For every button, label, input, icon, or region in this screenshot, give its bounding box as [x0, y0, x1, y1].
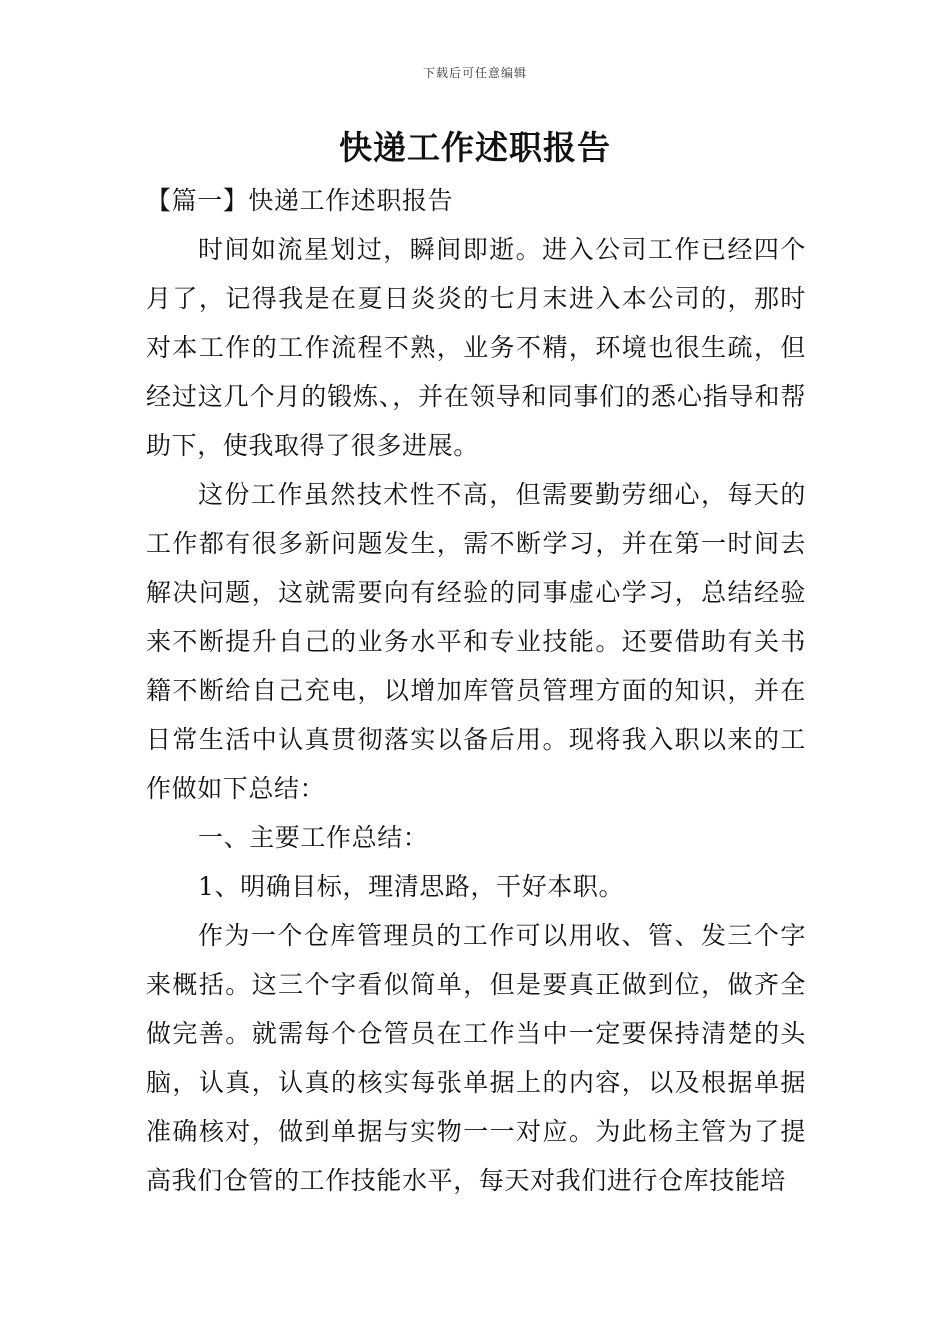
section-heading: 【篇一】快递工作述职报告: [146, 186, 454, 215]
document-body: [146, 176, 806, 1205]
paragraph: 时间如流星划过，瞬间即逝。进入公司工作已经四个月了，记得我是在夏日炎炎的七月末进入本公司的，那时对本工作的工作流程不熟，业务不精，环境也很生疏，但经过这几个月的锻炼、，并在领导和同事们的悉心指导和帮助下，使我取得了很多进展。: [146, 235, 806, 460]
subsection-heading: 一、主要工作总结：: [198, 823, 429, 852]
paragraph: 这份工作虽然技术性不高，但需要勤劳细心，每天的工作都有很多新问题发生，需不断学习，并在第一时间去解决问题，这就需要向有经验的同事虚心学习，总结经验来不断提升自己的业务水平和专业技能。还要借助有关书籍不断给自己充电，以增加库管员管理方面的知识，并在日常生活中认真贯彻落实以备后用。现将我入职以来的工作做如下总结：: [146, 480, 806, 803]
paragraph: 作为一个仓库管理员的工作可以用收、管、发三个字来概括。这三个字看似简单，但是要真正做到位，做齐全做完善。就需每个仓管员在工作当中一定要保持清楚的头脑，认真，认真的核实每张单据上的内容，以及根据单据准确核对，做到单据与实物一一对应。为此杨主管为了提高我们仓管的工作技能水平，每天对我们进行仓库技能培: [146, 921, 806, 1195]
header-note: 下载后可任意编辑: [422, 66, 527, 80]
document-title: 快递工作述职报告: [339, 128, 611, 167]
subsection-heading: 1、明确目标，理清思路，干好本职。: [198, 872, 625, 901]
